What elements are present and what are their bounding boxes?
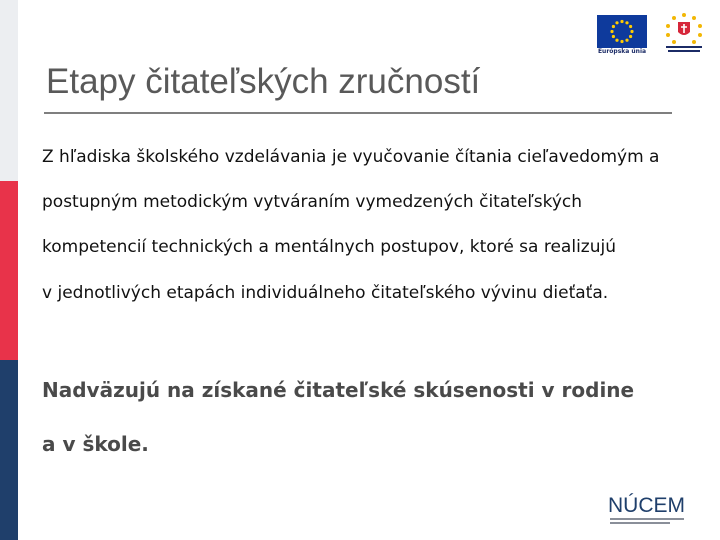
slide-title: Etapy čitateľských zručností — [46, 62, 481, 101]
title-underline — [44, 112, 672, 114]
left-stripe-blue — [0, 360, 18, 540]
paragraph-line: v jednotlivých etapách individuálneho čitateľského vývinu dieťaťa. — [42, 283, 609, 303]
eu-logo — [597, 15, 647, 61]
slovakia-emblem-caption — [656, 46, 712, 52]
paragraph-line: postupným metodickým vytváraním vymedzených čitateľských — [42, 192, 583, 212]
emphasis-line: Nadväzujú na získané čitateľské skúsenosti v rodine — [42, 378, 635, 402]
eu-logo-label: Európska únia — [597, 48, 647, 55]
emphasis-line: a v škole. — [42, 432, 149, 456]
nucem-logo-subtitle — [610, 518, 684, 530]
star-ring-icon — [656, 12, 712, 46]
slovakia-emblem-logo — [656, 12, 712, 64]
left-stripe-gray — [0, 0, 18, 181]
paragraph-line: kompetencií technických a mentálnych postupov, ktoré sa realizujú — [42, 237, 616, 257]
eu-flag-icon — [597, 15, 647, 48]
paragraph-line: Z hľadiska školského vzdelávania je vyučovanie čítania cieľavedomým a — [42, 147, 660, 167]
left-stripe-red — [0, 181, 18, 360]
nucem-logo-word: NÚCEM — [608, 494, 685, 517]
nucem-logo — [606, 494, 686, 530]
